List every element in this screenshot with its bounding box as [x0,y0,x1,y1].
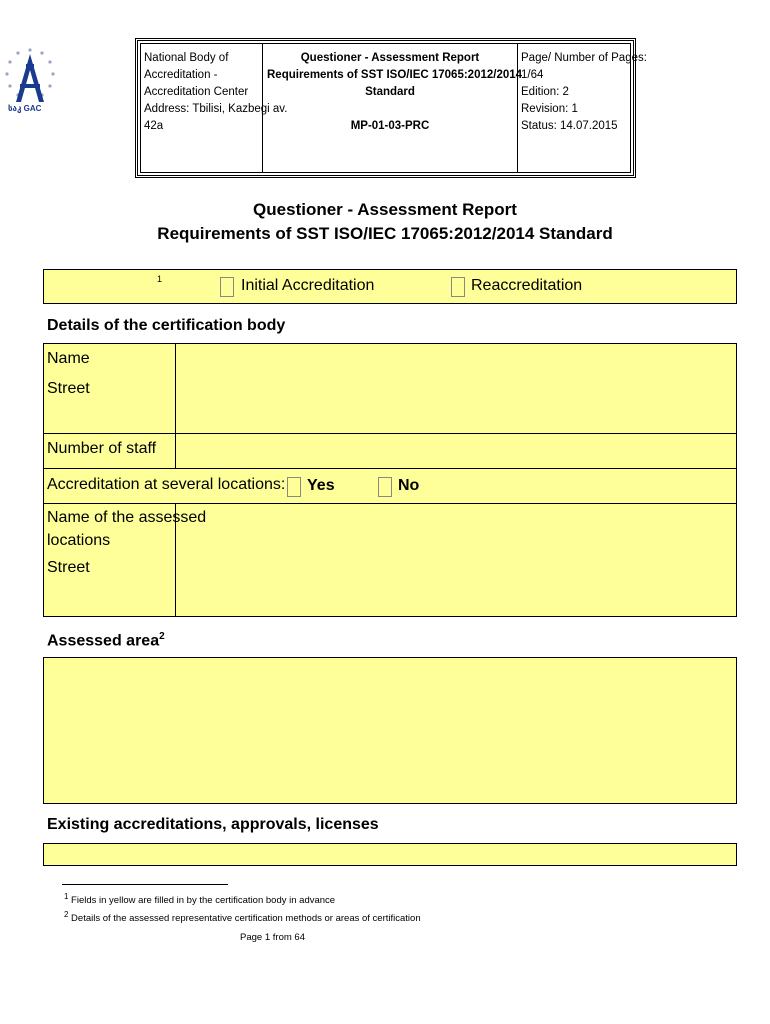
org-line: 42a [144,120,164,132]
initial-accreditation-checkbox[interactable] [220,277,234,297]
page-footer: Page 1 from 64 [240,932,305,943]
meta-line: Page/ Number of Pages: [521,52,647,64]
section-heading-existing: Existing accreditations, approvals, licenses [47,816,379,833]
assessed-locations-label-cont: locations [47,532,111,549]
locations-label: Accreditation at several locations: [47,476,286,493]
header-document-title [263,44,523,172]
initial-accreditation-label: Initial Accreditation [241,277,375,294]
footnote-text: Fields in yellow are filled in by the certification body in advance [71,895,336,907]
footnote-text: Details of the assessed representative certification methods or areas of certification [71,913,421,925]
doc-code: MP-01-03-PRC [350,120,430,132]
meta-line: Status: 14.07.2015 [521,120,618,132]
footnote-ref: 1 [157,274,163,284]
assessed-locations-field[interactable] [177,506,734,614]
org-line: Accreditation - [144,69,218,81]
meta-line: Revision: 1 [521,103,578,115]
name-label: Name [47,350,90,367]
reaccreditation-label: Reaccreditation [471,277,583,294]
staff-label: Number of staff [47,440,157,457]
header-organization [141,44,288,172]
existing-accreditations-field[interactable] [43,843,737,866]
footnote-2 [64,910,421,924]
name-street-field[interactable] [177,346,734,431]
section-heading-details: Details of the certification body [47,317,286,334]
assessed-area-heading: Assessed area [47,632,160,650]
reaccreditation-checkbox[interactable] [451,277,465,297]
section-heading-assessed-area [47,631,165,650]
assessed-area-field[interactable] [43,657,737,804]
locations-row [43,468,737,504]
assessed-locations-row [43,503,737,617]
header-meta [518,44,647,172]
footnote-1 [64,892,335,906]
name-street-row [43,343,737,434]
staff-row [43,433,737,469]
yes-label: Yes [307,477,335,494]
org-line: National Body of [144,52,229,64]
logo-emblem-icon [2,44,58,134]
logo-text: საკ GAC [8,104,42,113]
org-line: Accreditation Center [144,86,249,98]
locations-yes-checkbox[interactable] [287,477,301,497]
page-subtitle: Requirements of SST ISO/IEC 17065:2012/2014 Standard [157,224,613,243]
locations-no-checkbox[interactable] [378,477,392,497]
doc-title-line: Standard [365,86,415,98]
no-label: No [398,477,420,494]
meta-line: Edition: 2 [521,86,569,98]
footnote-number: 2 [64,910,69,919]
gac-logo [2,44,58,134]
document-header [135,38,647,178]
street-label: Street [47,380,90,397]
doc-title-line: Requirements of SST ISO/IEC 17065:2012/2014 [267,69,523,81]
accreditation-type-row [43,269,737,304]
footnote-number: 1 [64,892,69,901]
org-line: Address: Tbilisi, Kazbegi av. [144,103,288,115]
footnote-ref: 2 [159,631,165,642]
page-title: Questioner - Assessment Report [253,200,517,219]
footnote-separator [62,884,228,885]
doc-title-line: Questioner - Assessment Report [300,52,480,64]
meta-line: 1/64 [521,69,544,81]
assessed-locations-label: Name of the assessed [47,509,207,526]
staff-field[interactable] [177,436,734,466]
assessed-street-label: Street [47,559,90,576]
